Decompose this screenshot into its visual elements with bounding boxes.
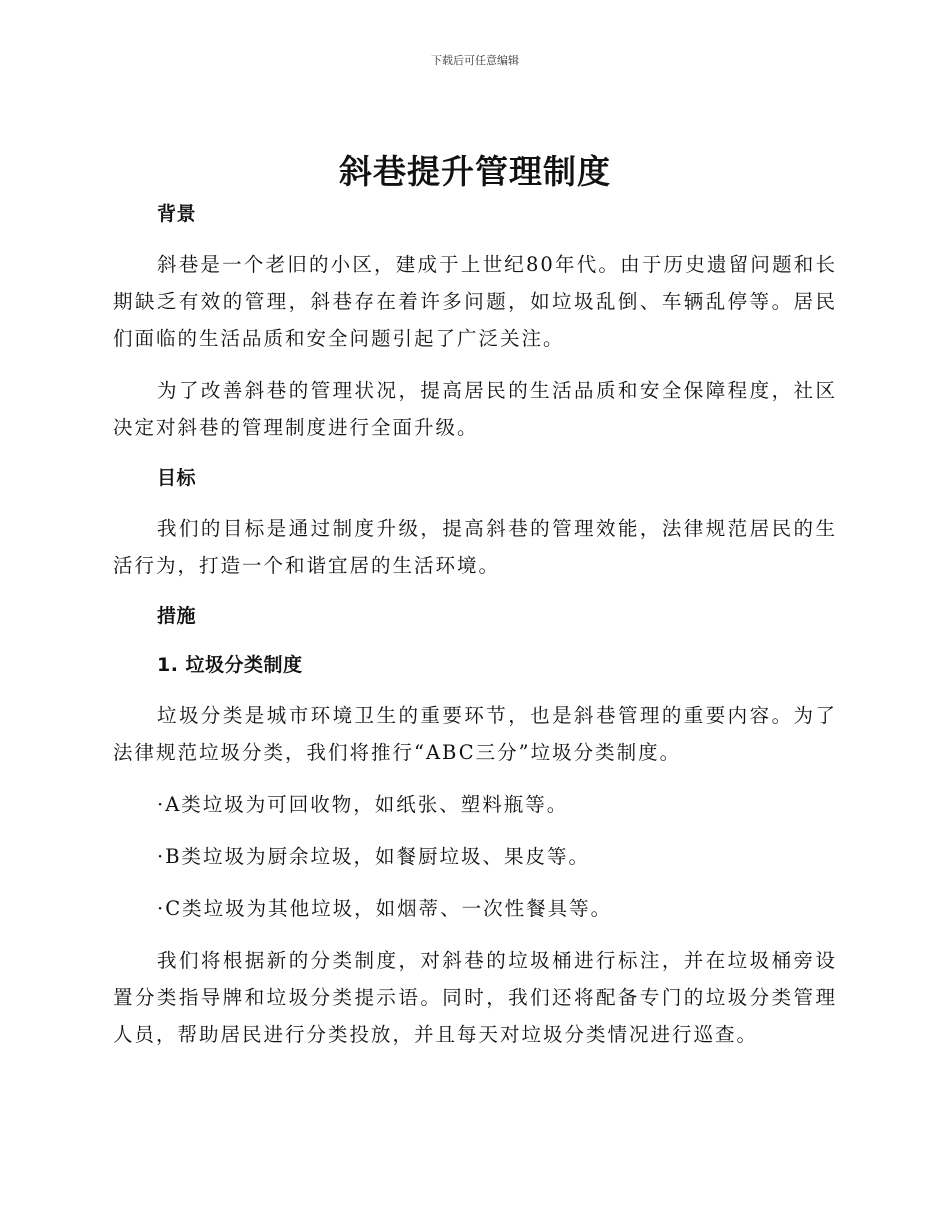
header-note: 下载后可任意编辑 xyxy=(431,54,519,67)
document-title: 斜巷提升管理制度 xyxy=(339,152,611,191)
background-paragraph-1: 斜巷是一个老旧的小区，建成于上世纪80年代。由于历史遗留问题和长期缺乏有效的管理，斜巷存在着许多问题，如垃圾乱倒、车辆乱停等。居民们面临的生活品质和安全问题引起了广泛关注。 xyxy=(113,253,837,350)
section-heading-goal: 目标 xyxy=(157,467,197,489)
bullet-item-b: ·B类垃圾为厨余垃圾，如餐厨垃圾、果皮等。 xyxy=(157,845,591,868)
background-paragraph-2: 为了改善斜巷的管理状况，提高居民的生活品质和安全保障程度，社区决定对斜巷的管理制度进行全面升级。 xyxy=(113,379,837,439)
waste-sorting-paragraph-1: 垃圾分类是城市环境卫生的重要环节，也是斜巷管理的重要内容。为了法律规范垃圾分类，我们将推行“ABC三分”垃圾分类制度。 xyxy=(113,704,837,764)
section-heading-background: 背景 xyxy=(157,203,197,225)
section-heading-measures: 措施 xyxy=(157,605,197,627)
subsection-heading-waste-sorting: 1. 垃圾分类制度 xyxy=(157,654,303,676)
bullet-item-c: ·C类垃圾为其他垃圾，如烟蒂、一次性餐具等。 xyxy=(157,897,613,920)
waste-sorting-paragraph-2: 我们将根据新的分类制度，对斜巷的垃圾桶进行标注，并在垃圾桶旁设置分类指导牌和垃圾分类提示语。同时，我们还将配备专门的垃圾分类管理人员，帮助居民进行分类投放，并且每天对垃圾分类情况进行巡查。 xyxy=(113,949,837,1046)
goal-paragraph: 我们的目标是通过制度升级，提高斜巷的管理效能，法律规范居民的生活行为，打造一个和谐宜居的生活环境。 xyxy=(113,517,837,577)
bullet-item-a: ·A类垃圾为可回收物，如纸张、塑料瓶等。 xyxy=(157,793,569,816)
document-body xyxy=(113,197,837,1053)
